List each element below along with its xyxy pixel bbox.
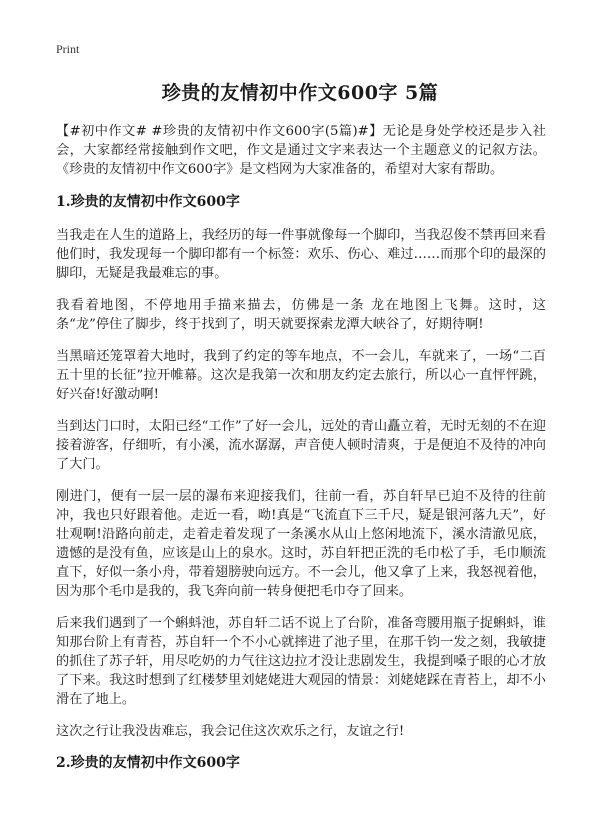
print-label[interactable]: Print — [56, 42, 80, 56]
page-title: 珍贵的友情初中作文600字 5篇 — [161, 82, 439, 104]
paragraph-5: 刚进门，便有一层一层的瀑布来迎接我们，往前一看，苏自轩早已迫不及待的往前冲，我也只好跟着他。走近一看，呦!真是“飞流直下三千尺，疑是银河落九天”，好壮观啊!沿路向前走，走着走着发现了一条溪水从山上悠闲地流下，溪水清澈见底，遗憾的是没有鱼，应该是山上的泉水。这时，苏自轩把正洗的毛巾松了手，毛巾顺流直下，好似一条小舟，带着翅膀驶向远方。不一会儿，他又拿了上来，我怒视着他，因为那个毛巾是我的，我飞奔向前一转身便把毛巾夺了回来。 — [56, 489, 546, 599]
paragraph-6: 后来我们遇到了一个蝌蚪池，苏自轩二话不说上了台阶，准备弯腰用瓶子捉蝌蚪，谁知那台阶上有青苔，苏自轩一个不小心就摔进了池子里，在那千钧一发之刻，我敏捷的抓住了苏子轩，用尽吃奶的力气往这边拉才没让悲剧发生，我提到嗓子眼的心才放了下来。我这时想到了红楼梦里刘姥姥进大观园的情景：刘姥姥踩在青苔上，却不小滑在了地上。 — [56, 616, 546, 707]
section-heading-2: 2.珍贵的友情初中作文600字 — [56, 755, 240, 771]
intro-paragraph: 【#初中作文# #珍贵的友情初中作文600字(5篇)#】无论是身处学校还是步入社会，大家都经常接触到作文吧，作文是通过文字来表达一个主题意义的记叙方法。《珍贵的友情初中作文600字》是文档网为大家准备的，希望对大家有帮助。 — [56, 124, 546, 177]
section-heading-1: 1.珍贵的友情初中作文600字 — [56, 194, 240, 210]
article-body — [56, 122, 546, 787]
paragraph-1: 当我走在人生的道路上，我经历的每一件事就像每一个脚印，当我忍俊不禁再回来看他们时，我发现每一个脚印都有一个标签：欢乐、伤心、难过……而那个印的最深的脚印，无疑是我最难忘的事。 — [56, 228, 546, 281]
paragraph-3: 当黑暗还笼罩着大地时，我到了约定的等车地点，不一会儿，车就来了，一场“二百五十里的长征”拉开帷幕。这次是我第一次和朋友约定去旅行，所以心一直怦怦跳，好兴奋!好激动啊! — [56, 349, 546, 402]
paragraph-7: 这次之行让我没齿难忘，我会记住这次欢乐之行，友谊之行! — [56, 724, 405, 739]
paragraph-4: 当到达门口时，太阳已经“工作”了好一会儿，远处的青山矗立着，无时无刻的不在迎接着游客，仔细听，有小溪，流水潺潺，声音使人顿时清爽，于是便迫不及待的冲向了大门。 — [56, 419, 546, 472]
paragraph-2: 我看着地图，不停地用手描来描去，仿佛是一条 龙在地图上飞舞。这时，这条“龙”停住了脚步，终于找到了，明天就要探索龙潭大峡谷了，好期待啊! — [56, 298, 546, 332]
